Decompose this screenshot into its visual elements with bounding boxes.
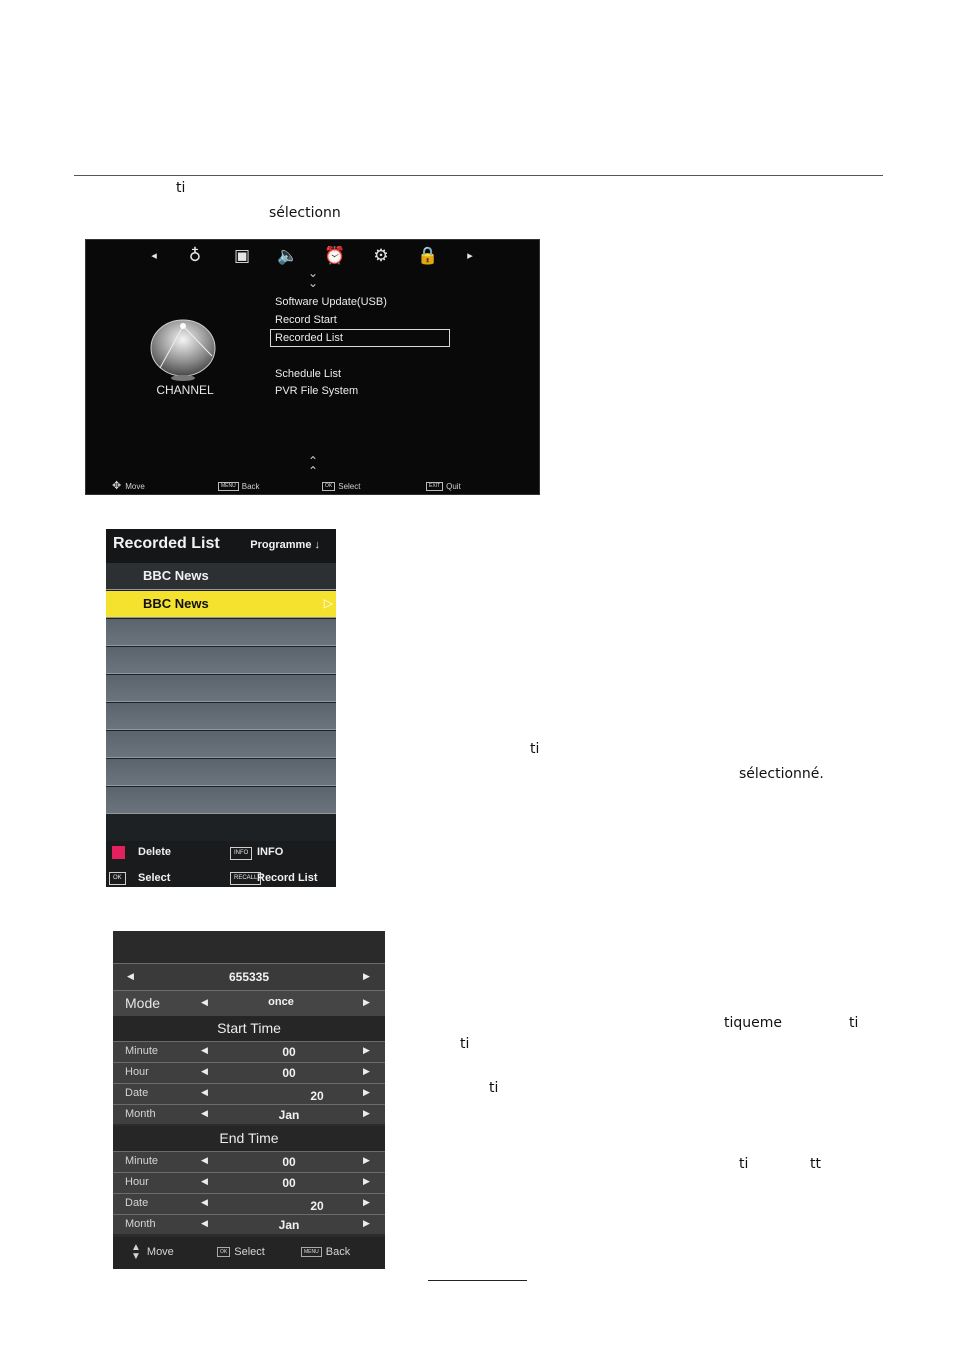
list-item[interactable] <box>106 563 336 590</box>
left-arrow-icon[interactable]: ◀ <box>201 1067 208 1077</box>
footer-info[interactable]: INFO <box>257 846 284 858</box>
time-row-month[interactable] <box>113 1214 385 1234</box>
time-icon[interactable]: ⏰ <box>324 246 346 266</box>
sound-icon[interactable]: 🔈 <box>277 246 299 266</box>
channel-row[interactable] <box>113 963 385 990</box>
hint-select: OK Select <box>322 478 360 495</box>
text-fragment: tt <box>810 1156 821 1172</box>
text-fragment: ti <box>460 1036 470 1052</box>
time-field-value: Jan <box>278 1108 300 1122</box>
list-item[interactable] <box>106 647 336 674</box>
hint-select: OK Select <box>217 1246 265 1258</box>
text-fragment: tiqueme <box>724 1015 783 1031</box>
sort-selector[interactable]: Programme ↓ <box>250 539 320 551</box>
time-field-label: Date <box>125 1197 149 1209</box>
scroll-up-icon[interactable]: ⌃ ⌃ <box>307 454 319 478</box>
scroll-down-icon[interactable]: ⌄ ⌄ <box>307 266 319 290</box>
menu-item-record-start[interactable]: Record Start <box>275 314 337 326</box>
time-field-value: Jan <box>278 1218 300 1232</box>
hint-move: ▲ ▼ Move <box>131 1242 174 1262</box>
time-row-minute[interactable] <box>113 1151 385 1172</box>
time-field-value: 00 <box>282 1155 296 1169</box>
mode-value: once <box>268 996 294 1008</box>
time-row-minute[interactable] <box>113 1041 385 1062</box>
footer-record-list[interactable]: Record List <box>257 872 318 884</box>
left-arrow-icon[interactable]: ◀ <box>201 1109 208 1119</box>
recorded-list-footer <box>106 841 336 887</box>
right-arrow-icon[interactable]: ▶ <box>363 1198 370 1208</box>
right-arrow-icon[interactable]: ▸ <box>467 249 473 262</box>
section-divider <box>74 175 883 176</box>
left-arrow-icon[interactable]: ◀ <box>201 1156 208 1166</box>
recording-title: BBC News <box>143 568 209 583</box>
list-item[interactable] <box>106 675 336 702</box>
menu-tab-bar <box>86 244 539 268</box>
footer-rule <box>428 1280 527 1281</box>
left-arrow-icon[interactable]: ◀ <box>201 998 208 1008</box>
channel-icon[interactable]: ♁ <box>188 246 202 266</box>
time-field-value: 20 <box>310 1199 324 1213</box>
recall-key-icon: RECALL <box>230 872 261 885</box>
tv-channel-menu <box>85 239 540 495</box>
menu-item-software-update[interactable]: Software Update(USB) <box>275 296 387 308</box>
play-arrow-icon[interactable]: ▷ <box>323 596 333 610</box>
schedule-hint-bar <box>113 1237 385 1269</box>
hint-quit: EXIT Quit <box>426 478 461 495</box>
right-arrow-icon[interactable]: ▶ <box>363 1177 370 1187</box>
text-fragment: ti <box>489 1080 499 1096</box>
list-item[interactable] <box>106 759 336 786</box>
time-field-value: 00 <box>282 1045 296 1059</box>
time-field-label: Minute <box>125 1045 159 1057</box>
right-arrow-icon[interactable]: ▶ <box>363 1046 370 1056</box>
category-label: CHANNEL <box>156 383 214 397</box>
list-item[interactable] <box>106 591 336 618</box>
mode-row[interactable] <box>113 990 385 1016</box>
end-time-heading: End Time <box>113 1126 385 1151</box>
text-fragment: sélectionn <box>269 205 341 221</box>
right-arrow-icon[interactable]: ▶ <box>363 1088 370 1098</box>
picture-icon[interactable]: ▣ <box>233 246 251 266</box>
menu-item-recorded-list[interactable]: Recorded List <box>275 332 343 344</box>
mode-label: Mode <box>125 995 161 1011</box>
text-fragment: ti <box>739 1156 749 1172</box>
lock-icon[interactable]: 🔒 <box>417 246 439 266</box>
right-arrow-icon[interactable]: ▶ <box>363 972 370 982</box>
footer-select[interactable]: Select <box>138 872 171 884</box>
list-item[interactable] <box>106 703 336 730</box>
text-fragment: ti <box>176 180 186 196</box>
right-arrow-icon[interactable]: ▶ <box>363 1067 370 1077</box>
right-arrow-icon[interactable]: ▶ <box>363 998 370 1008</box>
channel-number: 655335 <box>228 970 270 984</box>
time-row-date[interactable] <box>113 1193 385 1214</box>
time-field-label: Month <box>125 1108 156 1120</box>
satellite-dish-icon <box>148 316 222 382</box>
left-arrow-icon[interactable]: ◀ <box>201 1088 208 1098</box>
hint-back: MENU Back <box>218 478 260 495</box>
text-fragment: ti <box>530 741 540 757</box>
time-field-label: Hour <box>125 1176 149 1188</box>
footer-delete[interactable]: Delete <box>138 846 172 858</box>
info-key-icon: INFO <box>230 847 252 860</box>
red-delete-key-icon <box>112 846 125 859</box>
time-row-hour[interactable] <box>113 1172 385 1193</box>
left-arrow-icon[interactable]: ◂ <box>151 249 157 262</box>
list-item[interactable] <box>106 731 336 758</box>
list-item[interactable] <box>106 619 336 646</box>
text-fragment: ti <box>849 1015 859 1031</box>
text-fragment: sélectionné. <box>739 766 824 782</box>
recorded-list-panel <box>106 529 336 887</box>
recorded-list-header <box>106 529 336 563</box>
left-arrow-icon[interactable]: ◀ <box>201 1219 208 1229</box>
hint-bar <box>86 478 539 495</box>
right-arrow-icon[interactable]: ▶ <box>363 1109 370 1119</box>
setup-icon[interactable]: ⚙ <box>373 246 389 266</box>
ok-key-icon: OK <box>109 872 126 885</box>
left-arrow-icon[interactable]: ◀ <box>201 1177 208 1187</box>
schedule-panel <box>113 931 385 1269</box>
hint-back: MENU Back <box>301 1246 350 1258</box>
right-arrow-icon[interactable]: ▶ <box>363 1156 370 1166</box>
time-field-label: Month <box>125 1218 156 1230</box>
up-down-arrows-icon: ▲ ▼ <box>131 1242 141 1262</box>
schedule-header <box>113 931 385 963</box>
list-item[interactable] <box>106 787 336 814</box>
time-field-value: 00 <box>282 1066 296 1080</box>
time-field-label: Hour <box>125 1066 149 1078</box>
menu-item-schedule-list[interactable]: Schedule List <box>275 368 342 380</box>
time-field-value: 00 <box>282 1176 296 1190</box>
left-arrow-icon[interactable]: ◀ <box>201 1046 208 1056</box>
time-row-month[interactable] <box>113 1104 385 1124</box>
right-arrow-icon[interactable]: ▶ <box>363 1219 370 1229</box>
start-time-heading: Start Time <box>113 1016 385 1041</box>
time-row-hour[interactable] <box>113 1062 385 1083</box>
time-field-label: Minute <box>125 1155 159 1167</box>
time-field-value: 20 <box>310 1089 324 1103</box>
recorded-list-title: Recorded List <box>113 535 220 552</box>
left-arrow-icon[interactable]: ◀ <box>201 1198 208 1208</box>
move-arrows-icon: ✥ <box>112 480 122 492</box>
recording-title: BBC News <box>143 596 209 611</box>
time-field-label: Date <box>125 1087 149 1099</box>
left-arrow-icon[interactable]: ◀ <box>127 972 134 982</box>
menu-item-pvr-file-system[interactable]: PVR File System <box>275 385 359 397</box>
time-row-date[interactable] <box>113 1083 385 1104</box>
hint-move: ✥ Move <box>112 480 145 492</box>
